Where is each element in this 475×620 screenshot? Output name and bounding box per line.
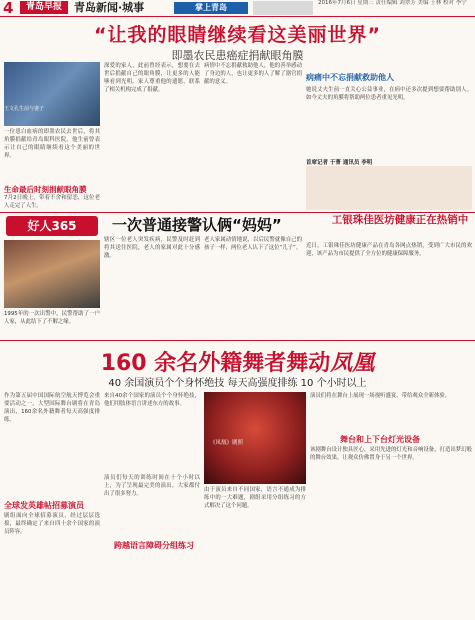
- article-subheading: 跨越语言障碍分组练习: [114, 541, 194, 550]
- article-text: 作为第五届中国国际航空航天博览会重要活动之一，大型国际舞台剧将在青岛演出，160余名外籍舞者每天高强度排练。: [4, 393, 100, 423]
- page-number: 4: [3, 0, 14, 17]
- edition-info: 2016年7月6日 星期三 责任编辑 刘翠芳 美编 王林 校对 李宁: [318, 0, 467, 6]
- column-badge: 好人365: [6, 216, 98, 236]
- article-text: 深爱的家人，此前曾经表示，想要在去世后捐献自己的眼角膜，让更多的人能够看到光明。家人尊重他的遗愿，联系了相关机构完成了捐献。: [104, 63, 200, 93]
- article-text: 7月2日晚上，带着不舍和留恋，这位老人走完了人生。: [4, 195, 100, 209]
- article-text: 由于演员来自不同国家，语言不通成为排练中的一大难题，剧组采用分组练习的方式解决了这个问题。: [204, 487, 306, 509]
- article-headline: 工银珠佳医坊健康正在热销中: [331, 214, 469, 226]
- article-text: 辖区一位老人突发疾病，民警及时赶到将其送往医院，老人的家属对此十分感激。: [104, 237, 200, 259]
- newspaper-brand: 青岛早报: [20, 1, 68, 14]
- article-photo: [4, 62, 100, 126]
- byline: 首席记者 于菁 通讯员 李明: [306, 160, 373, 166]
- sidebar-heading: 病痛中不忘捐献救助他人: [306, 73, 394, 82]
- photo-caption: 《凤凰》剧照: [210, 440, 244, 446]
- article-headline: 一次普通接警认俩“妈妈”: [112, 216, 282, 234]
- headline-emphasis: 凤凰: [330, 350, 375, 376]
- handheld-badge: 掌上青岛: [174, 2, 248, 14]
- article-text: 演员们将在舞台上展现一场视听盛宴，带给观众全新体验。: [310, 393, 451, 399]
- article-text: 近日，工银珠佳医坊健康产品在青岛各网点热销，受到广大市民的欢迎，该产品为市民提供了全方位的健康保障服务。: [306, 243, 472, 257]
- article-text: 老人家属动情地说，以后民警就像自己的孩子一样，两位老人认下了这位“儿子”。: [204, 237, 302, 251]
- article-text: 病情中不忘捐献救助他人，他的善举感动了身边的人，也让更多的人了解了器官捐献的意义。: [204, 63, 302, 85]
- photo-caption: 王文孔生前与妻子: [4, 106, 45, 112]
- sidebar-text: 她说丈夫生前一直关心公益事业，在病中还多次提到想要帮助别人。如今丈夫的角膜将帮助两位患者重见光明。: [306, 87, 472, 101]
- article-text: 一位患白血病的即墨农民去世后，将其角膜捐献给青岛眼科医院，他生前曾表示让自己的眼睛继续看这个美丽的世界。: [4, 129, 100, 159]
- section-title: 青岛新闻·城事: [74, 1, 145, 14]
- article-photo: [204, 392, 306, 484]
- article-text: 剧组面向全球招募演员，经过层层选拔，最终确定了来自四十余个国家的演员阵容。: [4, 513, 100, 535]
- article-subheading: 全球发英雄帖招募演员: [4, 501, 84, 510]
- main-headline: “让我的眼睛继续看这美丽世界”: [94, 24, 381, 46]
- article-text: 来自40余个国家的演员个个身怀绝技，他们用肢体语言讲述东方的故事。: [104, 393, 200, 407]
- article-subheading: 生命最后时刻捐献眼角膜: [4, 185, 87, 194]
- main-subhead: 即墨农民患癌症捐献眼角膜: [171, 49, 304, 62]
- article-text: 1995年的一次出警中，民警帮助了一户人家，从此结下了不解之缘。: [4, 311, 100, 325]
- article-photo: [4, 240, 100, 308]
- article-text: 演员们每天的训练时间在十个小时以上，为了呈现最完美的演出，大家都付出了很多努力。: [104, 475, 200, 497]
- headline-text: 160 余名外籍舞者舞动: [100, 351, 331, 376]
- article-subheading: 舞台和上下台灯光设备: [340, 435, 420, 444]
- qr-code-icon: [253, 1, 313, 15]
- article-text: 该剧舞台设计独具匠心，采用先进的灯光和音响设备，打造出梦幻般的舞台效果，让观众仿佛置身于另一个世界。: [310, 447, 472, 461]
- divider: [0, 212, 475, 213]
- divider: [0, 340, 475, 341]
- article-headline: [0, 346, 475, 377]
- advertisement-box: [306, 166, 472, 210]
- article-subhead: 40 余国演员个个身怀绝技 每天高强度排练 10 个小时以上: [108, 378, 367, 389]
